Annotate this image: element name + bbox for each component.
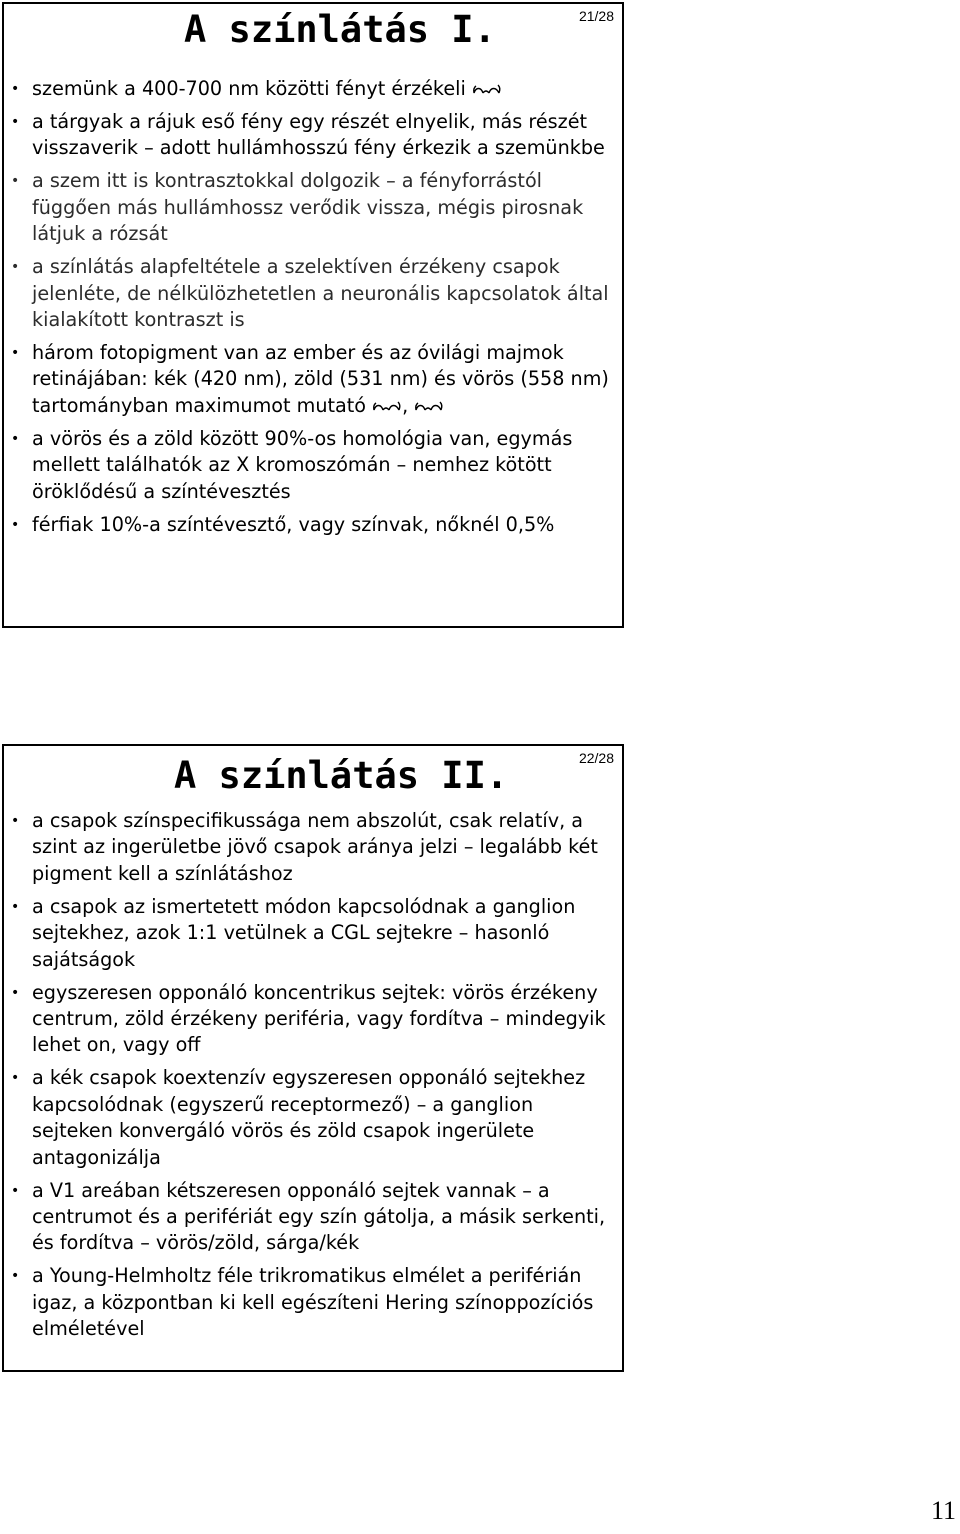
bullet-dot-icon: • (11, 430, 20, 447)
slide-title: A színlátás I. (184, 8, 496, 51)
bullet-dot-icon: • (11, 984, 20, 1001)
list-item-text: férfiak 10%-a színtévesztő, vagy színvak, nőknél 0,5% (32, 512, 555, 536)
glasses-icon (414, 401, 444, 413)
list-item-text: a vörös és a zöld között 90%-os homológia van, egymás mellett találhatók az X kromoszómán – nemhez kötött öröklődésű a színtévesztés (32, 426, 573, 503)
slide-page-number: 21/28 (578, 8, 614, 24)
list-item (4, 76, 622, 102)
bullet-dot-icon: • (11, 173, 20, 190)
list-item (4, 1263, 622, 1342)
slide-title: A színlátás II. (174, 754, 509, 797)
bullet-dot-icon: • (11, 81, 20, 97)
list-item-text: szemünk a 400-700 nm közötti fényt érzékeli (32, 77, 466, 100)
bullet-dot-icon: • (11, 813, 20, 829)
list-item (4, 980, 622, 1059)
slide-page-number: 22/28 (578, 750, 614, 766)
list-item-text: három fotopigment van az ember és az óvilági majmok retinájában: kék (420 nm), zöld (531 nm) és vörös (558 nm) tartományban maximumot mutató (32, 341, 609, 417)
bullet-dot-icon: • (11, 259, 20, 276)
list-item (4, 109, 622, 162)
list-item-text: a V1 areában kétszeresen opponáló sejtek vannak – a centrumot és a perifériát egy szín gátolja, a másik serkenti, és fordítva – vörös/zöld, sárga/kék (32, 1178, 606, 1255)
bullet-dot-icon: • (11, 516, 20, 533)
list-item (4, 808, 622, 887)
bullet-dot-icon: • (11, 1268, 20, 1285)
list-item (4, 254, 622, 333)
bullet-dot-icon: • (11, 898, 20, 915)
bullet-dot-icon: • (11, 345, 20, 362)
list-item (4, 426, 622, 505)
list-item-text: a szem itt is kontrasztokkal dolgozik – a fényforrástól függően más hullámhossz verődik vissza, mégis pirosnak látjuk a rózsát (32, 169, 584, 246)
list-item-text: a kék csapok koextenzív egyszeresen opponáló sejtekhez kapcsolódnak (egyszerű receptormező) – a ganglion sejteken konvergáló vörös és zöld csapok ingerülete antagonizálja (32, 1066, 586, 1169)
slide-1 (2, 2, 624, 628)
list-item (4, 1065, 622, 1171)
list-item-text: egyszeresen opponáló koncentrikus sejtek: vörös érzékeny centrum, zöld érzékeny periféria, vagy fordítva – mindegyik lehet on, vagy off (32, 980, 606, 1057)
list-item (4, 1178, 622, 1257)
glasses-icon (372, 401, 402, 413)
bullet-dot-icon: • (11, 1182, 20, 1199)
list-item-text: a csapok színspecifikussága nem abszolút, csak relatív, a szint az ingerületbe jövő csapok aránya jelzi – legalább két pigment kell a színlátáshoz (32, 809, 598, 885)
list-item-text: a tárgyak a rájuk eső fény egy részét elnyelik, más részét visszaverik – adott hullámhosszú fény érkezik a szemünkbe (32, 110, 605, 160)
list-item-text: a Young-Helmholtz féle trikromatikus elmélet a periférián igaz, a központban ki kell egészíteni Hering színoppozíciós elméletével (32, 1264, 594, 1341)
list-item-text: a színlátás alapfeltétele a szelektíven érzékeny csapok jelenléte, de nélkülözhetetlen a neuronális kapcsolatok által kialakított kontraszt is (32, 255, 609, 332)
list-item (4, 894, 622, 973)
bullet-dot-icon: • (11, 1070, 20, 1087)
page-number: 11 (930, 1496, 956, 1525)
list-item (4, 512, 622, 538)
list-item-text: a csapok az ismertetett módon kapcsolódnak a ganglion sejtekhez, azok 1:1 vetülnek a CGL sejtekre – hasonló sajátságok (32, 894, 576, 971)
glasses-icon (472, 84, 502, 96)
bullet-dot-icon: • (11, 114, 20, 130)
bullet-list (4, 808, 622, 1349)
list-item (4, 168, 622, 247)
bullet-list (4, 76, 622, 545)
slide-2 (2, 744, 624, 1372)
list-item: • három fotopigment van az ember és az óvilági majmok retinájában: kék (420 nm), zöld (531 nm) és vörös (558 nm) tartományban maximumot mutató , (11, 341, 609, 417)
